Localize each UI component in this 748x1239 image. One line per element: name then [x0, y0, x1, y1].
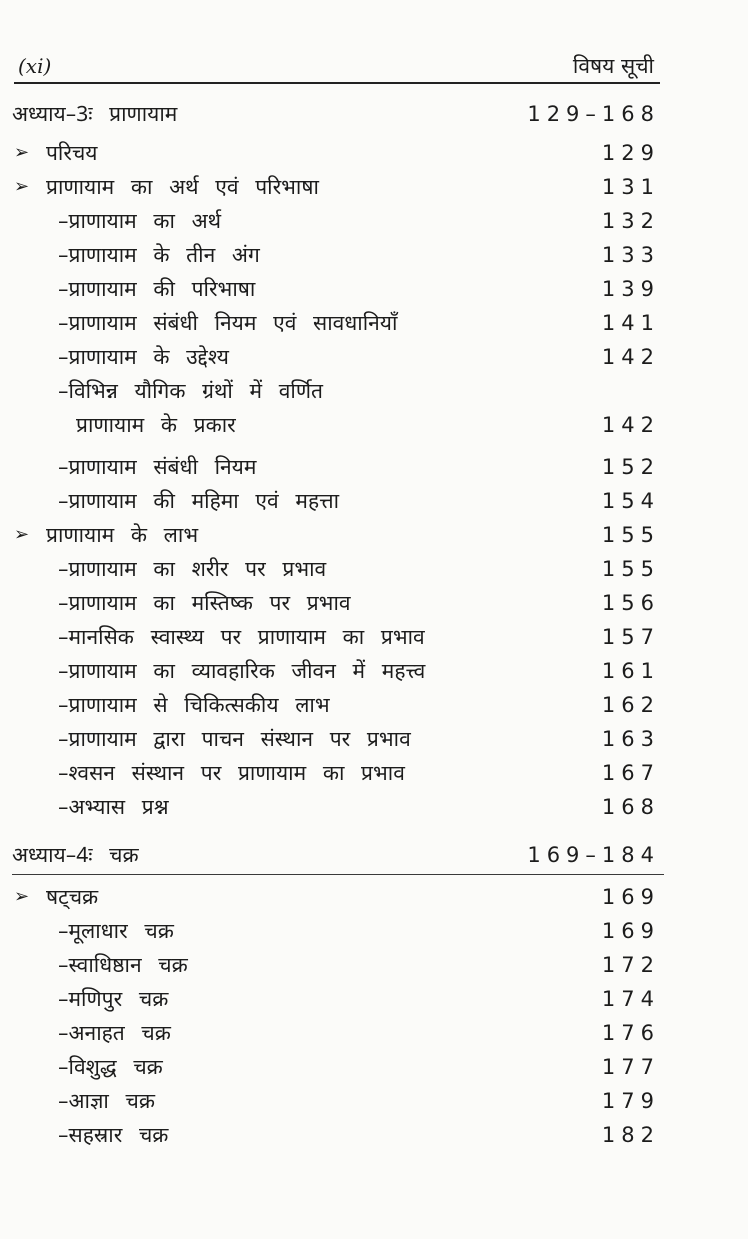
toc-entry-page: 152	[601, 455, 660, 479]
toc-entry-benefits	[0, 518, 748, 552]
toc-entry-title: प्राणायाम के लाभ	[46, 523, 199, 547]
toc-entry-title: –प्राणायाम की परिभाषा	[58, 277, 256, 301]
toc-entry-title: –अभ्यास प्रश्न	[58, 795, 169, 819]
toc-entry	[0, 204, 748, 238]
toc-entry-page: 179	[601, 1089, 660, 1113]
toc-entry-title: –प्राणायाम संबंधी नियम एवं सावधानियाँ	[58, 311, 398, 335]
toc-entry-page: 154	[601, 489, 660, 513]
toc-entry-title: –प्राणायाम के तीन अंग	[58, 243, 260, 267]
toc-entry-title: प्राणायाम के प्रकार	[76, 413, 236, 437]
toc-entry-page: 168	[601, 795, 660, 819]
toc-entry-page: 141	[601, 311, 660, 335]
arrow-bullet-icon: ➢	[14, 176, 30, 197]
toc-entry	[0, 620, 748, 654]
toc-entry-title: –प्राणायाम द्वारा पाचन संस्थान पर प्रभाव	[58, 727, 411, 751]
chapter-3-title: अध्याय–3ः प्राणायाम	[12, 102, 178, 126]
toc-entry-title: –स्वाधिष्ठान चक्र	[58, 953, 188, 977]
toc-entry-title: –सहस्रार चक्र	[58, 1123, 169, 1147]
toc-entry	[0, 484, 748, 518]
toc-entry-page: 139	[601, 277, 660, 301]
toc-entry	[0, 914, 748, 948]
toc-entry-page: 167	[601, 761, 660, 785]
toc-entry	[0, 238, 748, 272]
toc-entry-title: –आज्ञा चक्र	[58, 1089, 155, 1113]
toc-entry-page: 142	[601, 413, 660, 437]
running-title: विषय सूची	[572, 54, 654, 78]
toc-entry-continuation	[0, 408, 748, 442]
toc-entry-title: –प्राणायाम का शरीर पर प्रभाव	[58, 557, 327, 581]
toc-entry-title: –मणिपुर चक्र	[58, 987, 169, 1011]
toc-entry-title: षट्चक्र	[46, 885, 99, 909]
toc-entry-title: –विभिन्न यौगिक ग्रंथों में वर्णित	[58, 379, 324, 403]
toc-entry-page: 169	[601, 919, 660, 943]
toc-entry-title: –प्राणायाम की महिमा एवं महत्ता	[58, 489, 340, 513]
toc-entry-page: 131	[601, 175, 660, 199]
toc-entry	[0, 654, 748, 688]
toc-entry-title: –विशुद्ध चक्र	[58, 1055, 163, 1079]
toc-entry	[0, 586, 748, 620]
chapter-4-pages: 169–184	[527, 843, 660, 867]
chapter-divider	[12, 874, 664, 875]
toc-entry-title: –श्वसन संस्थान पर प्राणायाम का प्रभाव	[58, 761, 405, 785]
chapter-4-title: अध्याय–4ः चक्र	[12, 843, 139, 867]
toc-entry	[0, 1016, 748, 1050]
toc-entry-page: 133	[601, 243, 660, 267]
toc-entry	[0, 1050, 748, 1084]
toc-entry	[0, 688, 748, 722]
toc-entry-title: –अनाहत चक्र	[58, 1021, 171, 1045]
toc-entry	[0, 374, 748, 408]
toc-entry	[0, 552, 748, 586]
page-header	[14, 52, 660, 84]
toc-entry-title: परिचय	[46, 141, 98, 165]
arrow-bullet-icon: ➢	[14, 886, 30, 907]
toc-entry-title: –प्राणायाम का अर्थ	[58, 209, 222, 233]
toc-entry-title: –मूलाधार चक्र	[58, 919, 174, 943]
toc-entry-page: 156	[601, 591, 660, 615]
toc-entry-page: 182	[601, 1123, 660, 1147]
toc-entry-page: 142	[601, 345, 660, 369]
toc-entry	[0, 790, 748, 824]
toc-entry	[0, 982, 748, 1016]
toc-entry	[0, 340, 748, 374]
toc-entry	[0, 306, 748, 340]
toc-entry-intro	[0, 136, 748, 170]
toc-entry-page: 174	[601, 987, 660, 1011]
arrow-bullet-icon: ➢	[14, 524, 30, 545]
toc-entry	[0, 722, 748, 756]
toc-entry-page: 132	[601, 209, 660, 233]
toc-entry-page: 155	[601, 557, 660, 581]
chapter-4-heading	[0, 838, 748, 872]
toc-entry-title: –प्राणायाम का व्यावहारिक जीवन में महत्त्व	[58, 659, 426, 683]
toc-entry-page: 162	[601, 693, 660, 717]
toc-entry-page: 177	[601, 1055, 660, 1079]
chapter-3-heading	[0, 97, 748, 131]
toc-entry-page: 155	[601, 523, 660, 547]
toc-entry	[0, 948, 748, 982]
toc-entry-page: 157	[601, 625, 660, 649]
toc-entry-title: –प्राणायाम से चिकित्सकीय लाभ	[58, 693, 330, 717]
toc-entry-title: प्राणायाम का अर्थ एवं परिभाषा	[46, 175, 319, 199]
toc-entry	[0, 272, 748, 306]
toc-entry-title: –प्राणायाम का मस्तिष्क पर प्रभाव	[58, 591, 351, 615]
toc-entry-page: 163	[601, 727, 660, 751]
toc-entry-page: 172	[601, 953, 660, 977]
toc-entry-title: –प्राणायाम के उद्देश्य	[58, 345, 229, 369]
toc-entry	[0, 450, 748, 484]
toc-entry-page: 169	[601, 885, 660, 909]
toc-entry-page: 129	[601, 141, 660, 165]
toc-entry-page: 176	[601, 1021, 660, 1045]
toc-entry	[0, 1084, 748, 1118]
toc-entry-page: 161	[601, 659, 660, 683]
toc-entry	[0, 756, 748, 790]
chapter-3-pages: 129–168	[527, 102, 660, 126]
toc-entry-shatchakra	[0, 880, 748, 914]
toc-entry-title: –मानसिक स्वास्थ्य पर प्राणायाम का प्रभाव	[58, 625, 425, 649]
page-number: (xi)	[18, 54, 52, 78]
toc-entry-title: –प्राणायाम संबंधी नियम	[58, 455, 257, 479]
arrow-bullet-icon: ➢	[14, 142, 30, 163]
toc-entry	[0, 1118, 748, 1152]
toc-entry	[0, 170, 748, 204]
